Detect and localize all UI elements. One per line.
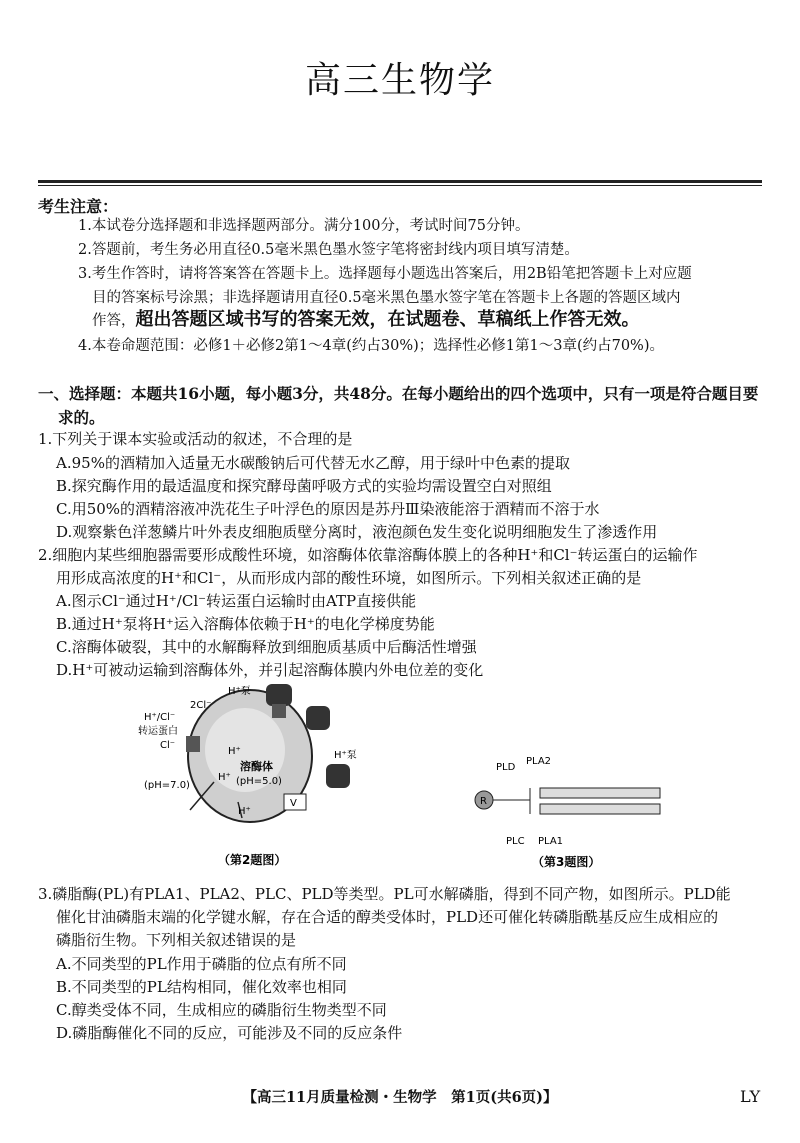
- section-line-2: 求的。: [58, 408, 105, 427]
- fig3-label-pld: PLD: [496, 762, 516, 773]
- notice-item-1: 1.本试卷分选择题和非选择题两部分。满分100分，考试时间75分钟。: [78, 218, 530, 234]
- fig2-label-2cl: 2Cl⁻: [190, 700, 212, 711]
- h-pump-right-lower-icon: [326, 764, 350, 788]
- q3-option-c: C.醇类受体不同，生成相应的磷脂衍生物类型不同: [56, 1001, 387, 1019]
- q3-stem-2: 催化甘油磷脂末端的化学键水解，存在合适的醇类受体时，PLD还可催化转磷脂酰基反应生成相应的: [56, 908, 719, 926]
- fatty-acid-tail-upper: [540, 788, 660, 798]
- q1-stem: 1.下列关于课本实验或活动的叙述，不合理的是: [38, 430, 353, 448]
- q3-stem-1: 3.磷脂酶(PL)有PLA1、PLA2、PLC、PLD等类型。PL可水解磷脂，得到不同产物，如图所示。PLD能: [38, 885, 731, 903]
- figure-2-lysosome: [130, 678, 380, 878]
- fig3-label-pla2: PLA2: [526, 756, 552, 767]
- q3-option-b: B.不同类型的PL结构相同，催化效率也相同: [56, 978, 347, 996]
- fig2-label-pump-right: H⁺泵: [334, 750, 357, 761]
- notice-emphasis: 超出答题区域书写的答案无效，在试题卷、草稿纸上作答无效。: [135, 309, 640, 330]
- q2-option-c: C.溶酶体破裂，其中的水解酶释放到细胞质基质中后酶活性增强: [56, 638, 477, 656]
- header-rule-thick: [38, 180, 762, 183]
- fig3-caption: （第3题图）: [532, 855, 601, 869]
- q1-option-b: B.探究酶作用的最适温度和探究酵母菌呼吸方式的实验均需设置空白对照组: [56, 477, 552, 495]
- q3-stem-3: 磷脂衍生物。下列相关叙述错误的是: [56, 931, 297, 949]
- q3-option-d: D.磷脂酶催化不同的反应，可能涉及不同的反应条件: [56, 1024, 403, 1042]
- fig2-label-ph-in: (pH=5.0): [236, 776, 282, 787]
- fig3-label-r: R: [480, 796, 487, 807]
- q2-stem-2: 用形成高浓度的H⁺和Cl⁻，从而形成内部的酸性环境，如图所示。下列相关叙述正确的是: [56, 569, 642, 587]
- notice-item-4: 4.本卷命题范围：必修1＋必修2第1～4章(约占30%)；选择性必修1第1～3章(约占70%)。: [78, 338, 664, 354]
- notice-item-3-end: [92, 308, 792, 333]
- figure-3-phospholipase: [470, 748, 690, 873]
- notice-item-3: 3.考生作答时，请将答案答在答题卡上。选择题每小题选出答案后，用2B铅笔把答题卡上对应题: [78, 266, 692, 282]
- q3-option-a: A.不同类型的PL作用于磷脂的位点有所不同: [56, 955, 347, 973]
- fig3-label-pla1: PLA1: [538, 836, 564, 847]
- transporter-protein-icon: [186, 736, 200, 752]
- q2-option-d: D.H⁺可被动运输到溶酶体外，并引起溶酶体膜内外电位差的变化: [56, 661, 484, 679]
- fig2-label-transporter-2: 转运蛋白: [138, 726, 178, 737]
- section-heading: [38, 382, 768, 430]
- q1-option-d: D.观察紫色洋葱鳞片叶外表皮细胞质壁分离时，液泡颜色发生变化说明细胞发生了渗透作用: [56, 523, 658, 541]
- h-pump-right-upper-icon: [306, 706, 330, 730]
- q2-option-a: A.图示Cl⁻通过H⁺/Cl⁻转运蛋白运输时由ATP直接供能: [56, 592, 417, 610]
- fig2-label-transporter-1: H⁺/Cl⁻: [144, 712, 176, 723]
- notice-item-3-cont: 目的答案标号涂黑；非选择题请用直径0.5毫米黑色墨水签字笔在答题卡上各题的答题区域内: [92, 290, 681, 306]
- fig2-label-pump-top: H⁺泵: [228, 686, 251, 697]
- fig3-label-plc: PLC: [506, 836, 525, 847]
- q2-option-b: B.通过H⁺泵将H⁺运入溶酶体依赖于H⁺的电化学梯度势能: [56, 615, 435, 633]
- fig2-label-v: V: [290, 798, 297, 809]
- fig2-label-lysosome: 溶酶体: [240, 760, 273, 773]
- q1-option-c: C.用50%的酒精溶液冲洗花生子叶浮色的原因是苏丹Ⅲ染液能溶于酒精而不溶于水: [56, 500, 600, 518]
- notice-item-3-tail: 作答，: [92, 313, 136, 329]
- fig2-caption: （第2题图）: [218, 853, 287, 867]
- notice-heading: 考生注意：: [38, 197, 119, 216]
- footer-code: LY: [740, 1087, 761, 1106]
- q2-stem-1: 2.细胞内某些细胞器需要形成酸性环境，如溶酶体依靠溶酶体膜上的各种H⁺和Cl⁻转运蛋白的运输作: [38, 546, 698, 564]
- fig2-label-cl-out: Cl⁻: [160, 740, 176, 751]
- fatty-acid-tail-lower: [540, 804, 660, 814]
- q1-option-a: A.95%的酒精加入适量无水碳酸钠后可代替无水乙醇，用于绿叶中色素的提取: [56, 454, 570, 472]
- page-footer: 【高三11月质量检测・生物学 第1页(共6页)】: [242, 1089, 558, 1106]
- page-title: 高三生物学: [304, 60, 495, 101]
- section-line-1: 一、选择题：本题共16小题，每小题3分，共48分。在每小题给出的四个选项中，只有一项是符合题目要: [38, 384, 759, 403]
- notice-item-2: 2.答题前，考生务必用直径0.5毫米黑色墨水签字笔将密封线内项目填写清楚。: [78, 242, 579, 258]
- fig2-label-h-lower: H⁺: [218, 772, 231, 783]
- fig2-label-h-out: H⁺: [238, 806, 251, 817]
- fig2-label-h-in: H⁺: [228, 746, 241, 757]
- header-rule-thin: [38, 185, 762, 186]
- fig2-label-ph-out: (pH=7.0): [144, 780, 190, 791]
